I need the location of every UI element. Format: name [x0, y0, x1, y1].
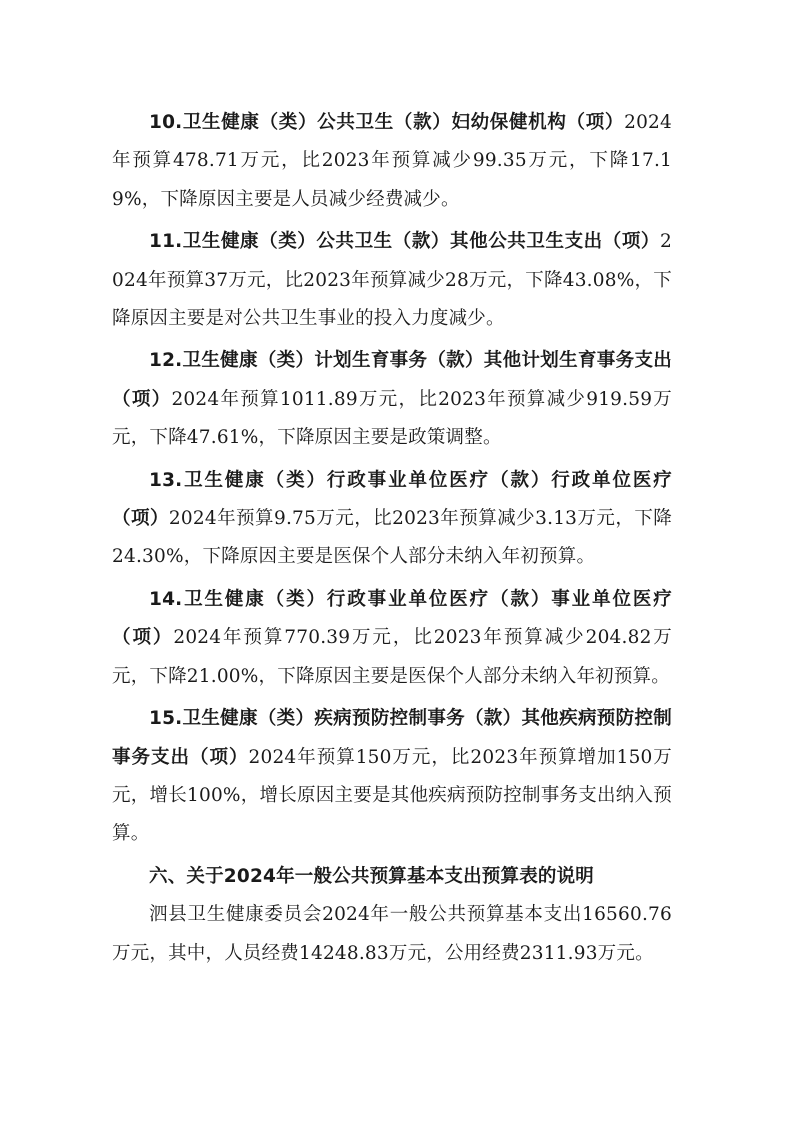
budget-item-body: 2024年预算478.71万元，比2023年预算减少99.35万元，下降17.19%，下降原因主要是人员减少经费减少。: [112, 112, 672, 210]
section-title: 六、关于2024年一般公共预算基本支出预算表的说明: [149, 865, 594, 887]
budget-item-body: 2024年预算770.39万元，比2023年预算减少204.82万元，下降21.00%，下降原因主要是医保个人部分未纳入年初预算。: [112, 627, 672, 687]
section-body: 泗县卫生健康委员会2024年一般公共预算基本支出16560.76万元，其中，人员经费14248.83万元，公用经费2311.93万元。: [112, 904, 672, 964]
budget-item-13: [112, 462, 672, 577]
budget-item-body: 2024年预算37万元，比2023年预算减少28万元，下降43.08%，下降原因主要是对公共卫生事业的投入力度减少。: [112, 231, 672, 330]
budget-item-heading: 10.卫生健康（类）公共卫生（款）妇幼保健机构（项）: [149, 112, 625, 133]
budget-item-heading: 15.卫生健康（类）疾病预防控制事务（款）其他疾病预防控制事务支出（项）: [112, 708, 672, 768]
budget-item-14: [112, 581, 672, 696]
budget-item-12: [112, 342, 672, 457]
budget-item-15: [112, 700, 672, 854]
budget-item-heading: 14.卫生健康（类）行政事业单位医疗（款）事业单位医疗（项）: [112, 588, 672, 649]
budget-item-body: 2024年预算9.75万元，比2023年预算减少3.13万元，下降24.30%，下降原因主要是医保个人部分未纳入年初预算。: [112, 508, 672, 568]
budget-item-heading: 11.卫生健康（类）公共卫生（款）其他公共卫生支出（项）: [149, 231, 661, 253]
budget-item-heading: 12.卫生健康（类）计划生育事务（款）其他计划生育事务支出（项）: [112, 350, 672, 410]
budget-item-heading: 13.卫生健康（类）行政事业单位医疗（款）行政单位医疗（项）: [112, 469, 672, 530]
budget-item-11: [112, 223, 672, 338]
budget-item-body: 2024年预算150万元，比2023年预算增加150万元，增长100%，增长原因主要是其他疾病预防控制事务支出纳入预算。: [112, 746, 673, 845]
budget-item-body: 2024年预算1011.89万元，比2023年预算减少919.59万元，下降47.61%，下降原因主要是政策调整。: [112, 388, 672, 449]
document-content: [112, 104, 672, 973]
budget-item-10: [112, 104, 672, 219]
